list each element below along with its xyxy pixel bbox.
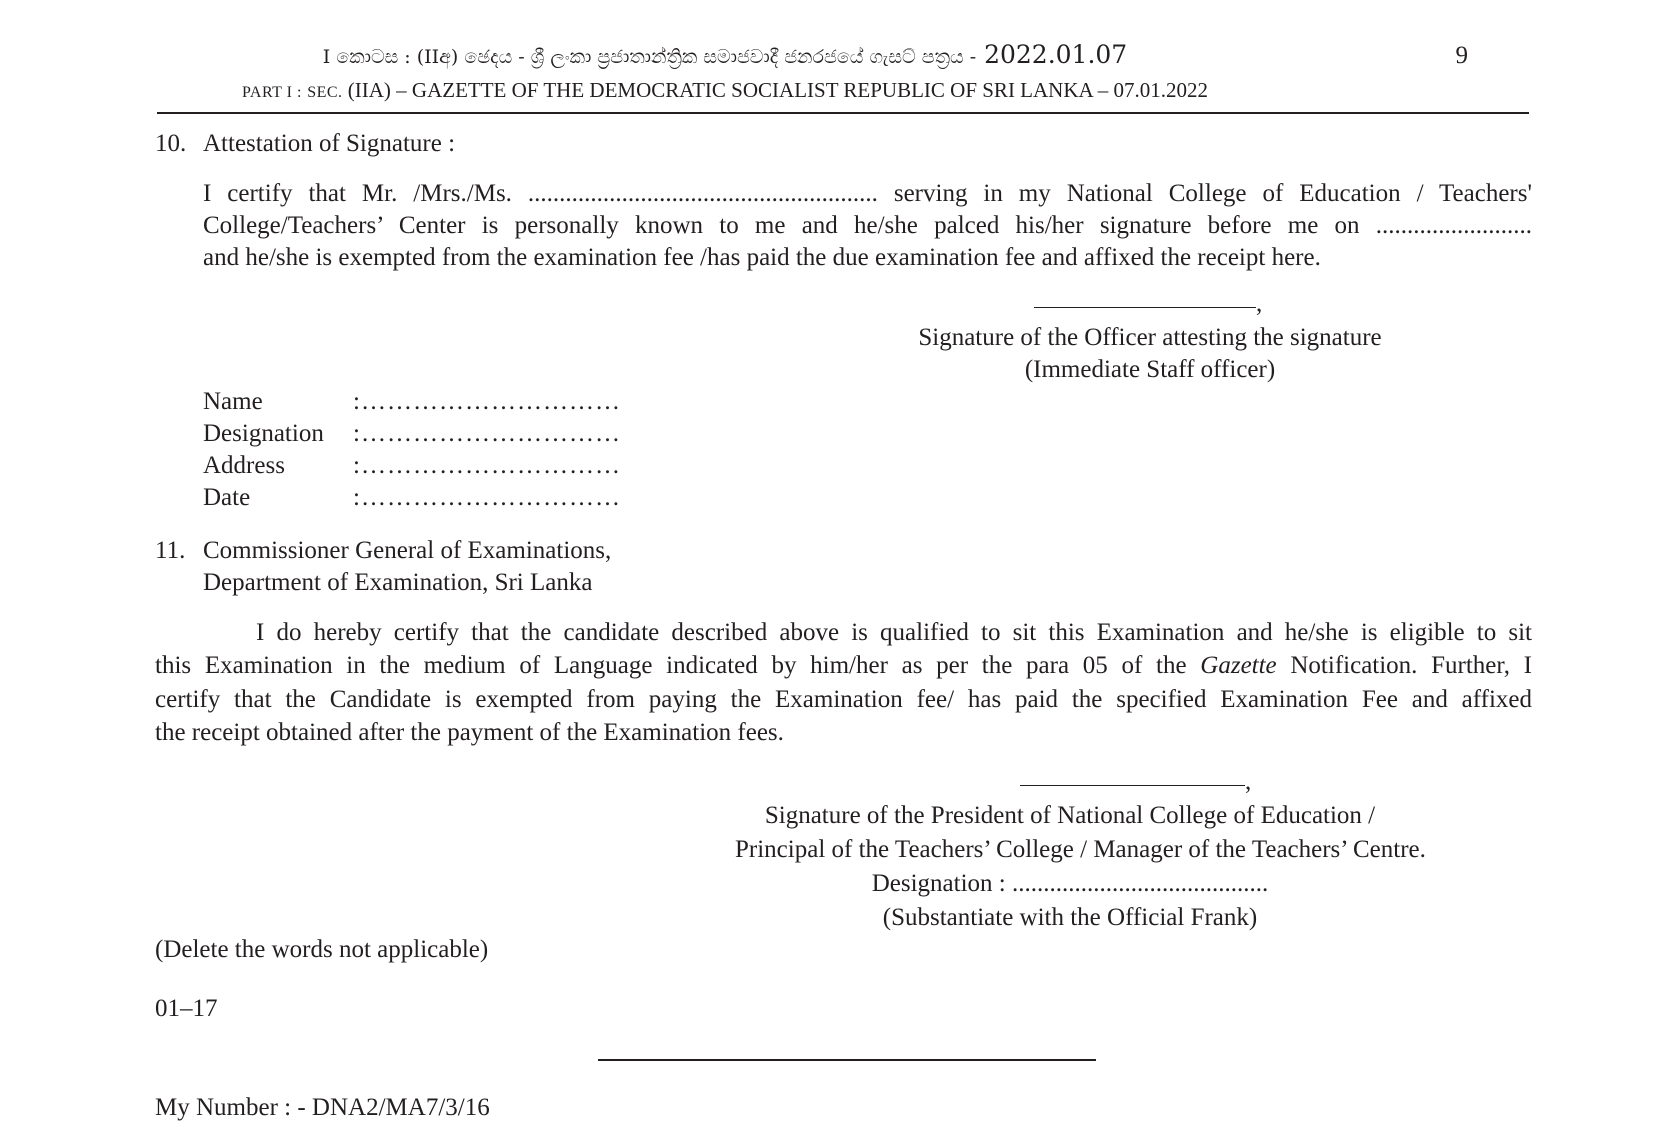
officer-signature-caption: Signature of the Officer attesting the signature <box>918 324 1382 351</box>
gazette-italic: Gazette <box>1200 652 1277 679</box>
header-english <box>0 78 1450 103</box>
field-designation-value: :………………………… <box>353 420 621 447</box>
section-10-line-2: College/Teachers’ Center is personally known to me and he/she palced his/her signature before me on ......................... <box>203 212 1532 239</box>
section-11-number: 11. <box>155 537 186 564</box>
section-10-line-1: I certify that Mr. /Mrs./Ms. ........................................................ serving in my National College of Education / Teachers' <box>203 180 1532 207</box>
president-signature-comma: , <box>1245 768 1252 795</box>
section-11-addressee-1: Commissioner General of Examinations, <box>203 537 612 564</box>
section-10-number: 10. <box>155 130 187 157</box>
president-designation: Designation : ......................................... <box>871 870 1269 897</box>
page-number: 9 <box>1455 42 1468 69</box>
field-name-label: Name <box>203 388 263 415</box>
field-date-value: :………………………… <box>353 484 621 511</box>
president-signature-line-1: Signature of the President of National College of Education / <box>764 802 1376 829</box>
officer-signature-comma: , <box>1256 290 1263 317</box>
section-11-para-line-4: the receipt obtained after the payment of the Examination fees. <box>155 719 784 746</box>
field-address-label: Address <box>203 452 285 479</box>
header-sinhala <box>0 40 1450 69</box>
footer-rule <box>598 1059 1096 1061</box>
header-title: (IIA) – GAZETTE OF THE DEMOCRATIC SOCIALIST REPUBLIC OF SRI LANKA – 07.01.2022 <box>347 78 1209 102</box>
officer-signature-subcaption: (Immediate Staff officer) <box>1024 356 1276 383</box>
section-11-para-line-3: certify that the Candidate is exempted from paying the Examination fee/ has paid the specified Examination Fee and affixed <box>155 686 1532 713</box>
header-sinhala-date: 2022.01.07 <box>984 40 1128 69</box>
my-number: My Number : - DNA2/MA7/3/16 <box>155 1094 490 1121</box>
section-10-title: Attestation of Signature : <box>203 130 456 157</box>
header-rule <box>157 112 1529 114</box>
field-address-value: :………………………… <box>353 452 621 479</box>
section-11-para-line-2b: Notification. Further, I <box>1290 652 1533 679</box>
header-part: PART I : <box>241 84 302 101</box>
field-name-value: :………………………… <box>353 388 621 415</box>
section-11-para-line-2 <box>155 650 1532 681</box>
delete-note: (Delete the words not applicable) <box>155 936 489 963</box>
section-11-addressee-2: Department of Examination, Sri Lanka <box>203 569 593 596</box>
header-sinhala-label: I කොටස : (IIඅ) ඡෙදය - ශ්‍රී ලංකා ප්‍රජාතාන්ත්‍රික සමාජවාදී ජනරජයේ ගැසට් පත්‍රය - <box>322 46 977 68</box>
field-date-label: Date <box>203 484 251 511</box>
header-sec: SEC. <box>307 84 343 101</box>
officer-signature-line <box>1034 307 1256 308</box>
official-frank-note: (Substantiate with the Official Frank) <box>882 904 1258 931</box>
president-signature-line-2: Principal of the Teachers’ College / Manager of the Teachers’ Centre. <box>735 836 1426 863</box>
reference-code: 01–17 <box>155 995 218 1022</box>
section-10-line-3: and he/she is exempted from the examination fee /has paid the due examination fee and affixed the receipt here. <box>203 244 1321 271</box>
attesting-officer-fields <box>203 386 703 516</box>
field-designation-label: Designation <box>203 420 324 447</box>
president-signature-line <box>1020 785 1245 786</box>
section-11-para-line-2a: this Examination in the medium of Language indicated by him/her as per the para 05 of the <box>155 652 1187 679</box>
section-11-para-line-1: I do hereby certify that the candidate described above is qualified to sit this Examination and he/she is eligible to sit <box>256 619 1532 646</box>
